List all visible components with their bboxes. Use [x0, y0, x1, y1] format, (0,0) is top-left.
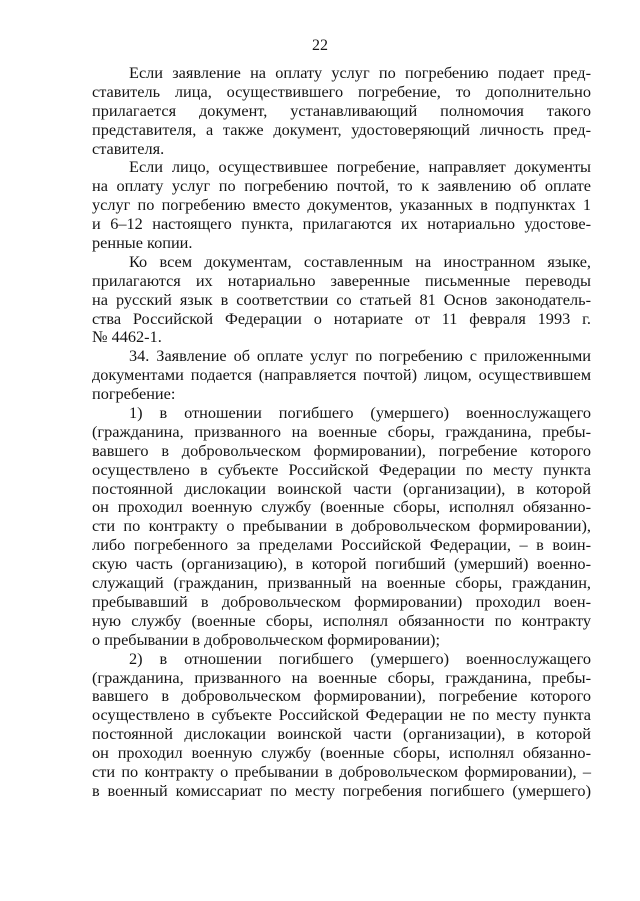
text-line: представителя, а также документ, удостоверяющий личность пред- — [92, 119, 591, 139]
text-line: он проходил военную службу (военные сборы, исполнял обязанно- — [92, 497, 591, 517]
text-line: прилагаются их нотариально заверенные письменные переводы — [92, 270, 591, 290]
text-line: вавшего в добровольческом формировании), погребение которого — [92, 686, 591, 706]
text-line: 2) в отношении погибшего (умершего) военнослужащего — [129, 648, 591, 668]
text-line: о пребывании в добровольческом формировании); — [92, 629, 440, 649]
text-line: № 4462-1. — [92, 327, 162, 347]
paragraph-item-34 — [92, 347, 591, 404]
text-line: (гражданина, призванного на военные сборы, гражданина, пребы- — [92, 421, 591, 441]
text-line: ставитель лица, осуществившего погребение, то дополнительно — [92, 81, 591, 101]
text-line: служащий (гражданин, призванный на военные сборы, гражданин, — [92, 573, 591, 593]
text-line: ренные копии. — [92, 233, 193, 253]
text-line: либо погребенного за пределами Российской Федерации, – в воин- — [92, 535, 591, 555]
text-line: скую часть (организацию), в которой погибший (умерший) военно- — [92, 554, 591, 574]
text-line: 34. Заявление об оплате услуг по погребению с приложенными — [129, 346, 591, 366]
text-line: и 6–12 настоящего пункта, прилагаются их нотариально удостове- — [92, 214, 591, 234]
document-text — [92, 64, 591, 801]
paragraph-item-34-2 — [92, 650, 591, 801]
text-line: осуществлено в субъекте Российской Федерации не по месту пункта — [92, 705, 591, 725]
text-line: вавшего в добровольческом формировании), погребение которого — [92, 440, 591, 460]
text-line: он проходил военную службу (военные сборы, исполнял обязанно- — [92, 743, 591, 763]
text-line: постоянной дислокации воинской части (организации), в которой — [92, 724, 591, 744]
text-line: погребение: — [92, 384, 176, 404]
paragraph-foreign-language-documents — [92, 253, 591, 347]
paragraph-representative-documents — [92, 64, 591, 158]
text-line: Ко всем документам, составленным на иностранном языке, — [129, 251, 591, 271]
text-line: прилагается документ, устанавливающий полномочия такого — [92, 100, 591, 120]
text-line: пребывавший в добровольческом формировании) проходил воен- — [92, 591, 591, 611]
text-line: ную службу (военные сборы, исполнял обязанности по контракту — [92, 610, 591, 630]
text-line: в военный комиссариат по месту погребения погибшего (умершего) — [92, 780, 591, 800]
text-line: услуг по погребению вместо документов, указанных в подпунктах 1 — [92, 195, 591, 215]
text-line: на русский язык в соответствии со статьей 81 Основ законодатель- — [92, 289, 591, 309]
paragraph-item-34-1 — [92, 404, 591, 650]
text-line: Если заявление на оплату услуг по погребению подает пред- — [129, 63, 591, 82]
text-line: ства Российской Федерации о нотариате от 11 февраля 1993 г. — [92, 308, 591, 328]
page-number: 22 — [312, 37, 328, 54]
text-line: Если лицо, осуществившее погребение, направляет документы — [129, 157, 591, 177]
text-line: на оплату услуг по погребению почтой, то к заявлению об оплате — [92, 176, 591, 196]
text-line: (гражданина, призванного на военные сборы, гражданина, пребы- — [92, 667, 591, 687]
text-line: ставителя. — [92, 138, 165, 158]
text-line: сти по контракту о пребывании в добровольческом формировании), – — [92, 761, 591, 781]
text-line: осуществлено в субъекте Российской Федерации по месту пункта — [92, 459, 591, 479]
text-line: постоянной дислокации воинской части (организации), в которой — [92, 478, 591, 498]
text-line: сти по контракту о пребывании в добровольческом формировании), — [92, 516, 591, 536]
text-line: 1) в отношении погибшего (умершего) военнослужащего — [129, 403, 591, 423]
text-line: документами подается (направляется почтой) лицом, осуществившем — [92, 365, 591, 385]
paragraph-mail-submission — [92, 158, 591, 252]
